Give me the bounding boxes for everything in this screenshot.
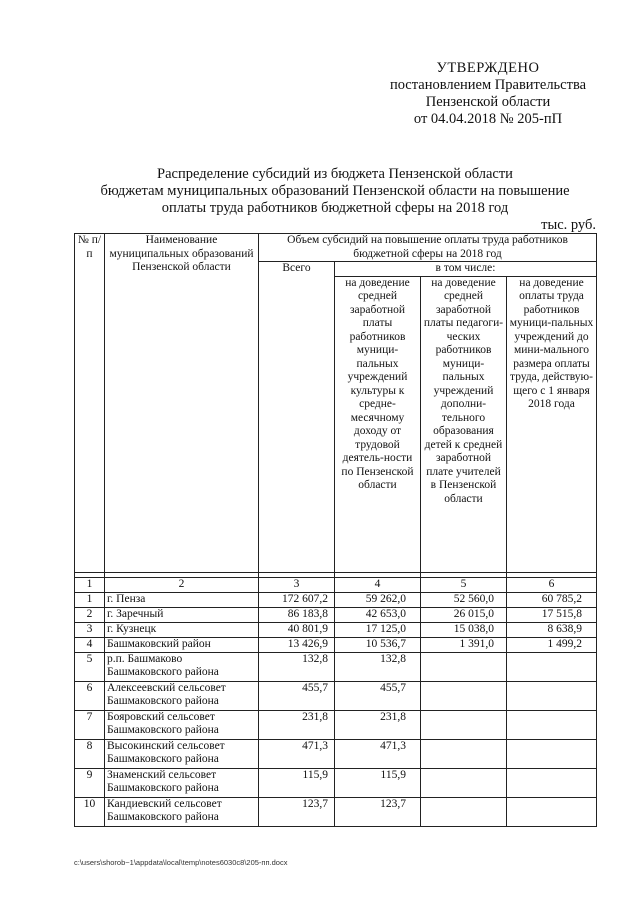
header-total: Всего — [259, 262, 335, 573]
row-culture: 10 536,7 — [335, 637, 421, 652]
column-number: 3 — [259, 577, 335, 592]
row-minimum-wage — [507, 797, 597, 826]
column-numbers-row — [75, 577, 597, 592]
table-row — [75, 622, 597, 637]
row-total: 172 607,2 — [259, 592, 335, 607]
row-education: 52 560,0 — [421, 592, 507, 607]
footer-file-path: c:\users\shorob~1\appdata\local\temp\notes6030c8\205-пп.docx — [74, 858, 288, 867]
row-minimum-wage — [507, 652, 597, 681]
row-total: 123,7 — [259, 797, 335, 826]
row-education — [421, 681, 507, 710]
row-name: Алексеевский сельсовет Башмаковского района — [105, 681, 259, 710]
row-culture: 471,3 — [335, 739, 421, 768]
row-number: 4 — [75, 637, 105, 652]
units-label: тыс. руб. — [541, 217, 596, 233]
approval-title: УТВЕРЖДЕНО — [436, 60, 540, 76]
row-minimum-wage: 60 785,2 — [507, 592, 597, 607]
table-row — [75, 710, 597, 739]
row-culture: 132,8 — [335, 652, 421, 681]
row-culture: 17 125,0 — [335, 622, 421, 637]
column-number: 2 — [105, 577, 259, 592]
approval-line-3: от 04.04.2018 № 205-пП — [413, 111, 563, 127]
row-total: 132,8 — [259, 652, 335, 681]
column-number: 5 — [421, 577, 507, 592]
column-number: 6 — [507, 577, 597, 592]
row-name: Знаменский сельсовет Башмаковского района — [105, 768, 259, 797]
row-culture: 123,7 — [335, 797, 421, 826]
row-total: 115,9 — [259, 768, 335, 797]
row-culture: 59 262,0 — [335, 592, 421, 607]
table-row — [75, 797, 597, 826]
table-row — [75, 652, 597, 681]
header-col-6: на доведение оплаты труда работников муници-пальных учреждений до мини-мального размера оплаты труда, действую-щего с 1 января 2018 года — [507, 276, 597, 572]
row-number: 5 — [75, 652, 105, 681]
table-row — [75, 739, 597, 768]
row-minimum-wage: 8 638,9 — [507, 622, 597, 637]
row-name: Бояровский сельсовет Башмаковского района — [105, 710, 259, 739]
row-total: 455,7 — [259, 681, 335, 710]
subsidy-table — [74, 233, 597, 827]
row-name: Кандиевский сельсовет Башмаковского района — [105, 797, 259, 826]
row-number: 9 — [75, 768, 105, 797]
row-culture: 455,7 — [335, 681, 421, 710]
row-education — [421, 768, 507, 797]
row-name: р.п. Башмаково Башмаковского района — [105, 652, 259, 681]
row-education: 1 391,0 — [421, 637, 507, 652]
document-title-line-2: бюджетам муниципальных образований Пензенской области на повышение — [100, 183, 570, 199]
row-number: 6 — [75, 681, 105, 710]
row-name: г. Заречный — [105, 607, 259, 622]
header-col-4: на доведение средней заработной платы работников муници-пальных учреждений культуры к средне-месячному доходу от трудовой деятель-ности по Пензенской области — [335, 276, 421, 572]
table-row — [75, 592, 597, 607]
header-name: Наименование муниципальных образований Пензенской области — [105, 234, 259, 573]
row-education — [421, 710, 507, 739]
approval-line-2: Пензенской области — [425, 94, 551, 110]
row-name: Башмаковский район — [105, 637, 259, 652]
row-number: 2 — [75, 607, 105, 622]
row-number: 8 — [75, 739, 105, 768]
row-number: 1 — [75, 592, 105, 607]
header-row-1 — [75, 234, 597, 262]
row-education — [421, 739, 507, 768]
approval-block — [378, 60, 598, 128]
row-name: Высокинский сельсовет Башмаковского района — [105, 739, 259, 768]
row-number: 7 — [75, 710, 105, 739]
row-number: 10 — [75, 797, 105, 826]
row-culture: 115,9 — [335, 768, 421, 797]
row-culture: 42 653,0 — [335, 607, 421, 622]
row-education — [421, 797, 507, 826]
row-education — [421, 652, 507, 681]
row-name: г. Пенза — [105, 592, 259, 607]
approval-line-1: постановлением Правительства — [389, 77, 587, 93]
row-education: 26 015,0 — [421, 607, 507, 622]
row-minimum-wage — [507, 710, 597, 739]
table-row — [75, 607, 597, 622]
table-row — [75, 768, 597, 797]
row-total: 231,8 — [259, 710, 335, 739]
header-col-5: на доведение средней заработной платы педагоги-ческих работников муници-пальных учреждений дополни-тельного образования детей к средней заработной плате учителей в Пензенской области — [421, 276, 507, 572]
row-total: 86 183,8 — [259, 607, 335, 622]
header-including: в том числе: — [335, 262, 597, 277]
row-minimum-wage: 1 499,2 — [507, 637, 597, 652]
row-education: 15 038,0 — [421, 622, 507, 637]
row-culture: 231,8 — [335, 710, 421, 739]
column-number: 1 — [75, 577, 105, 592]
column-number: 4 — [335, 577, 421, 592]
row-name: г. Кузнецк — [105, 622, 259, 637]
row-total: 40 801,9 — [259, 622, 335, 637]
document-title-line-1: Распределение субсидий из бюджета Пензенской области — [157, 166, 513, 182]
table-row — [75, 637, 597, 652]
header-volume: Объем субсидий на повышение оплаты труда работников бюджетной сферы на 2018 год — [259, 234, 597, 262]
row-total: 471,3 — [259, 739, 335, 768]
row-total: 13 426,9 — [259, 637, 335, 652]
document-title — [40, 166, 630, 217]
row-minimum-wage — [507, 768, 597, 797]
row-minimum-wage — [507, 681, 597, 710]
header-number: № п/п — [75, 234, 105, 573]
document-title-line-3: оплаты труда работников бюджетной сферы на 2018 год — [161, 200, 509, 216]
row-number: 3 — [75, 622, 105, 637]
row-minimum-wage — [507, 739, 597, 768]
table-row — [75, 681, 597, 710]
row-minimum-wage: 17 515,8 — [507, 607, 597, 622]
